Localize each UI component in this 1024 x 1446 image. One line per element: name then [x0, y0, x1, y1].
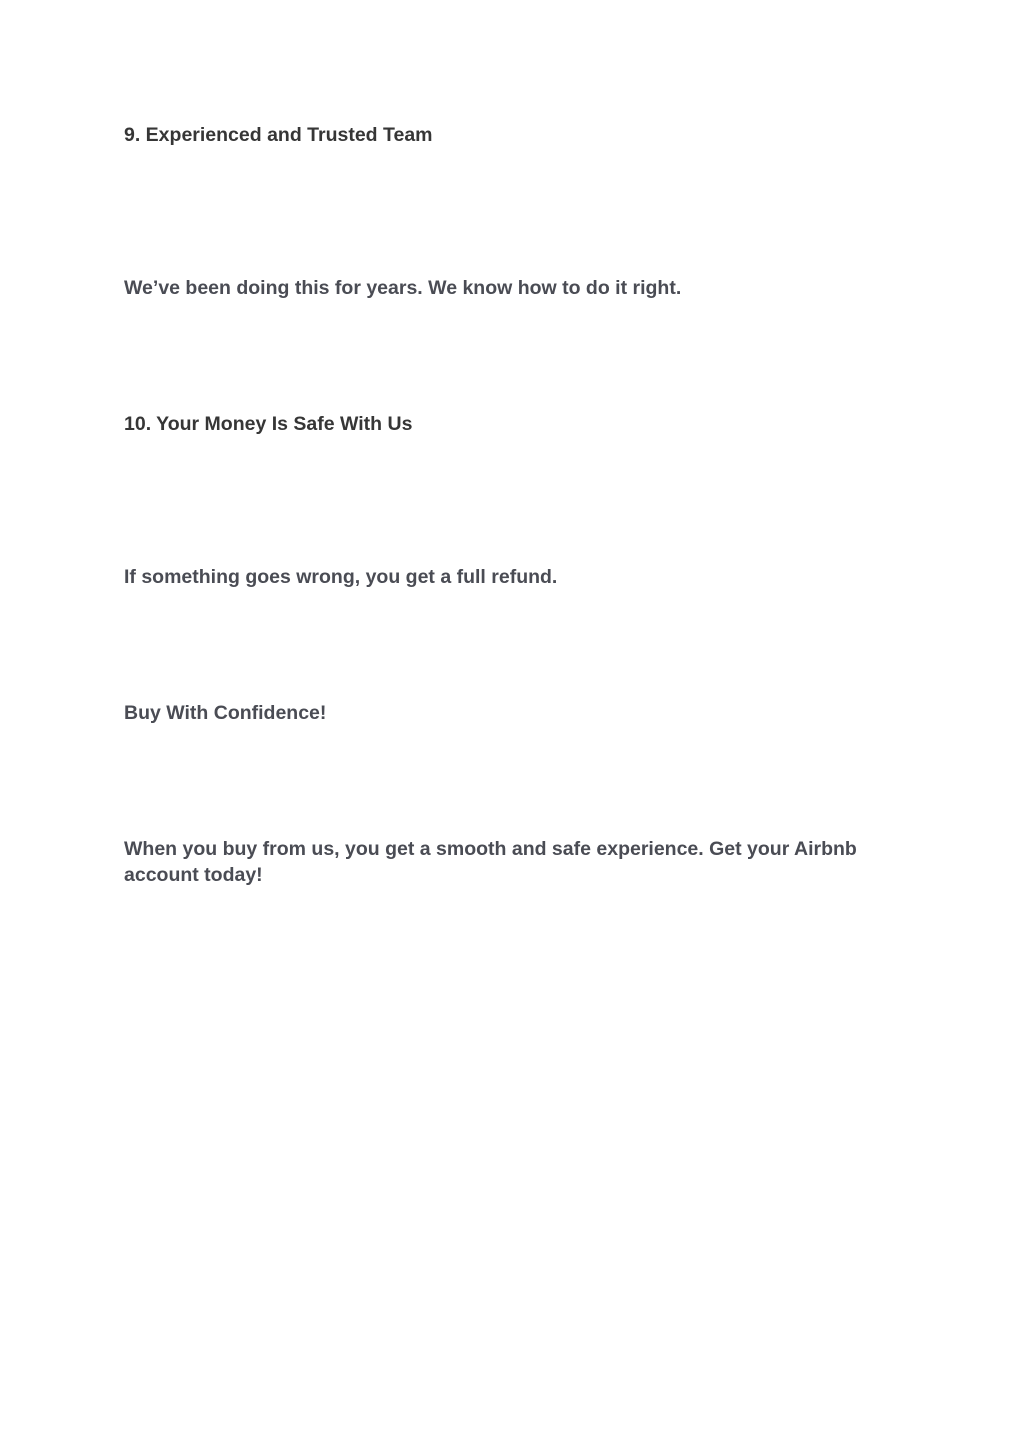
section-10-body: If something goes wrong, you get a full refund. [124, 566, 558, 588]
section-9-body: We’ve been doing this for years. We know how to do it right. [124, 277, 682, 299]
closing-heading: Buy With Confidence! [124, 702, 327, 724]
section-9-heading: 9. Experienced and Trusted Team [124, 124, 433, 146]
section-10-heading: 10. Your Money Is Safe With Us [124, 413, 413, 435]
closing-paragraph: When you buy from us, you get a smooth and safe experience. Get your Airbnb account today! [124, 838, 857, 886]
